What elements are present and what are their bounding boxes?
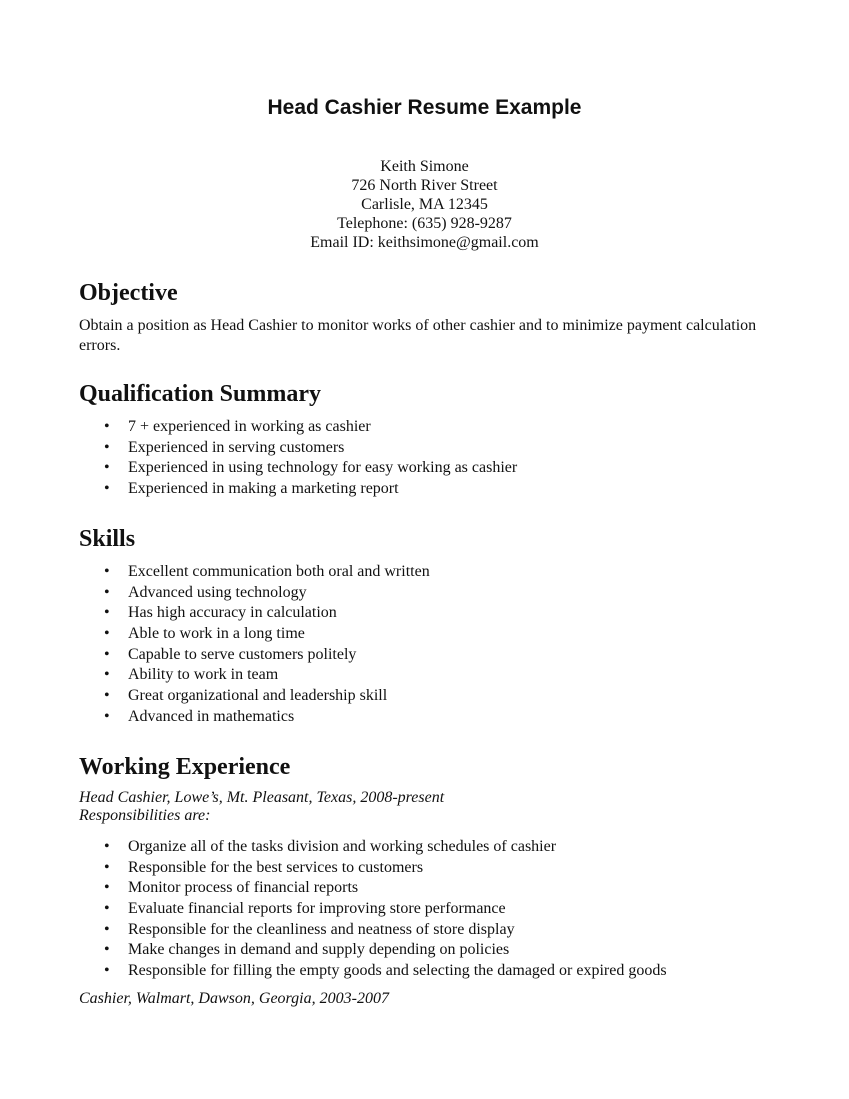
list-item-text: Responsible for the best services to customers [128,858,424,876]
list-item-text: Has high accuracy in calculation [128,604,337,622]
bullet-icon: • [104,920,110,938]
responsibilities-list [0,837,667,982]
list-item [0,583,430,604]
list-item [0,458,517,479]
list-item [0,940,667,961]
list-item [0,837,667,858]
list-item-text: Make changes in demand and supply depending on policies [128,941,510,959]
bullet-icon: • [104,418,110,435]
bullet-icon: • [104,858,110,876]
bullet-icon: • [104,941,110,959]
experience-heading: Working Experience [79,754,291,780]
list-item-text: Excellent communication both oral and written [128,563,430,580]
list-item-text: Advanced in mathematics [128,707,295,725]
bullet-icon: • [104,838,110,855]
list-item-text: Responsible for the cleanliness and neatness of store display [128,920,515,938]
bullet-icon: • [104,604,110,622]
bullet-icon: • [104,459,110,477]
bullet-icon: • [104,962,110,980]
list-item-text: Evaluate financial reports for improving store performance [128,900,506,918]
bullet-icon: • [104,645,110,663]
list-item-text: Organize all of the tasks division and working schedules of cashier [128,838,557,855]
list-item [0,899,667,920]
list-item [0,438,517,459]
list-item [0,920,667,941]
contact-street: 726 North River Street [351,177,498,194]
list-item [0,961,667,982]
contact-name: Keith Simone [380,158,469,175]
bullet-icon: • [104,625,110,643]
list-item-text: Experienced in serving customers [128,438,345,456]
contact-city: Carlisle, MA 12345 [361,196,488,213]
list-item-text: Ability to work in team [128,666,279,684]
list-item [0,624,430,645]
bullet-icon: • [104,687,110,705]
bullet-icon: • [104,583,110,601]
skills-heading: Skills [79,526,136,552]
responsibilities-label: Responsibilities are: [79,807,211,824]
list-item-text: Experienced in using technology for easy working as cashier [128,459,518,477]
list-item [0,562,430,583]
list-item [0,645,430,666]
list-item [0,417,517,438]
bullet-icon: • [104,666,110,684]
bullet-icon: • [104,438,110,456]
list-item [0,858,667,879]
list-item [0,603,430,624]
objective-text: Obtain a position as Head Cashier to monitor works of other cashier and to minimize payment calculation errors. [79,317,757,354]
list-item-text: Capable to serve customers politely [128,645,357,663]
contact-email: Email ID: keithsimone@gmail.com [310,234,539,251]
list-item-text: Experienced in making a marketing report [128,480,399,498]
list-item [0,479,517,500]
list-item [0,878,667,899]
list-item-text: Able to work in a long time [128,625,305,643]
bullet-icon: • [104,879,110,897]
bullet-icon: • [104,900,110,918]
list-item [0,707,430,728]
list-item-text: Monitor process of financial reports [128,879,359,897]
contact-phone: Telephone: (635) 928-9287 [337,215,512,232]
list-item [0,686,430,707]
bullet-icon: • [104,480,110,498]
qualification-list [0,417,517,500]
qualification-heading: Qualification Summary [79,381,322,407]
skills-list [0,562,430,728]
list-item [0,665,430,686]
list-item-text: Responsible for filling the empty goods and selecting the damaged or expired goods [128,962,667,980]
list-item-text: Great organizational and leadership skill [128,687,388,705]
job-title-lowes: Head Cashier, Lowe’s, Mt. Pleasant, Texas, 2008-present [79,789,445,806]
job-title-walmart: Cashier, Walmart, Dawson, Georgia, 2003-2007 [79,990,389,1007]
bullet-icon: • [104,563,110,580]
bullet-icon: • [104,707,110,725]
list-item-text: 7 + experienced in working as cashier [128,418,371,435]
objective-heading: Objective [79,280,178,306]
page-title: Head Cashier Resume Example [267,96,582,119]
contact-block [0,157,849,252]
list-item-text: Advanced using technology [128,583,307,601]
